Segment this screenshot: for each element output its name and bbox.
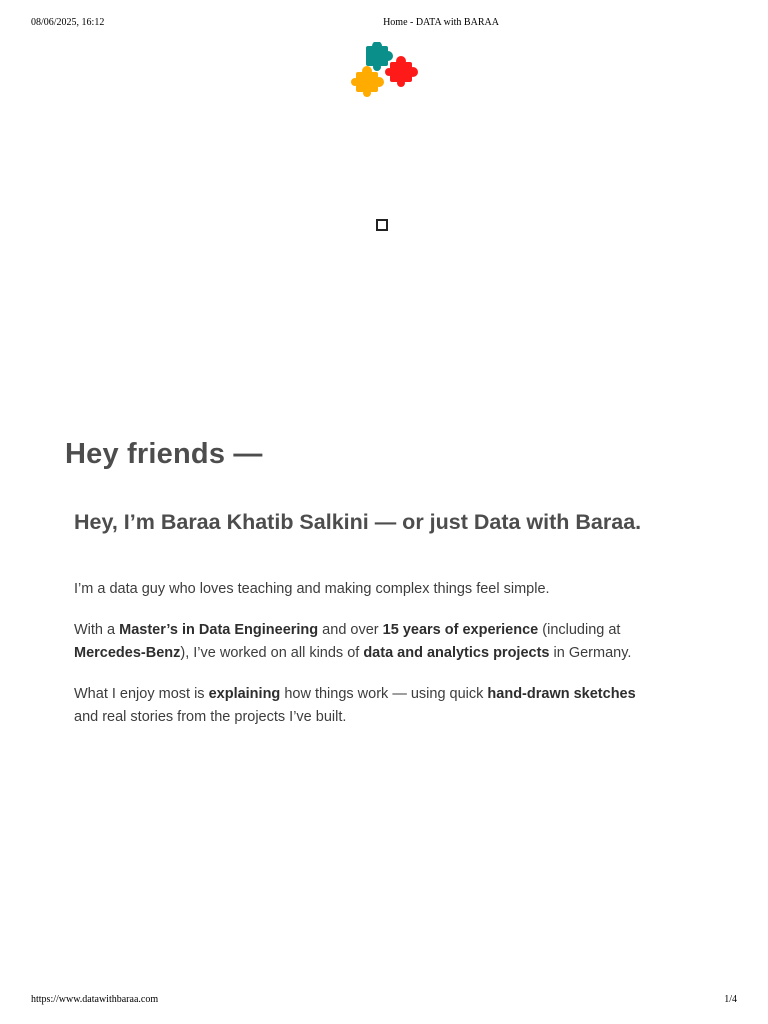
bold-segment: 15 years of experience bbox=[382, 622, 539, 638]
red-puzzle-piece-icon bbox=[385, 56, 418, 87]
bold-segment: explaining bbox=[208, 686, 281, 702]
teal-puzzle-piece-icon bbox=[366, 42, 393, 71]
text-segment: how things work — using quick bbox=[280, 686, 488, 702]
bold-segment: Master’s in Data Engineering bbox=[119, 622, 319, 638]
intro-paragraph-2 bbox=[74, 619, 684, 665]
puzzle-pieces-logo[interactable] bbox=[350, 42, 420, 100]
page-number: 1/4 bbox=[724, 994, 737, 1005]
text-segment: With a bbox=[74, 622, 120, 638]
bold-segment: hand-drawn sketches bbox=[487, 686, 636, 702]
intro-heading: Hey, I’m Baraa Khatib Salkini — or just Data with Baraa. bbox=[74, 510, 642, 534]
text-segment: (including at bbox=[538, 622, 621, 638]
bold-segment: data and analytics projects bbox=[363, 645, 550, 661]
text-segment: in Germany. bbox=[549, 645, 632, 661]
print-datetime: 08/06/2025, 16:12 bbox=[31, 17, 105, 28]
orange-puzzle-piece-icon bbox=[351, 66, 384, 97]
text-segment: What I enjoy most is bbox=[74, 686, 209, 702]
broken-image-icon bbox=[376, 219, 388, 231]
intro-paragraph-3 bbox=[74, 683, 684, 729]
print-page-title: Home - DATA with BARAA bbox=[383, 17, 499, 28]
text-segment: and over bbox=[318, 622, 383, 638]
text-segment: and real stories from the projects I’ve built. bbox=[74, 709, 347, 725]
bold-segment: Mercedes-Benz bbox=[74, 645, 181, 661]
intro-paragraph-1: I’m a data guy who loves teaching and making complex things feel simple. bbox=[74, 581, 550, 597]
print-footer bbox=[0, 994, 768, 1008]
hero-heading: Hey friends — bbox=[65, 438, 263, 470]
print-header bbox=[0, 17, 768, 31]
text-segment: ), I’ve worked on all kinds of bbox=[180, 645, 364, 661]
print-url[interactable]: https://www.datawithbaraa.com bbox=[31, 994, 159, 1005]
